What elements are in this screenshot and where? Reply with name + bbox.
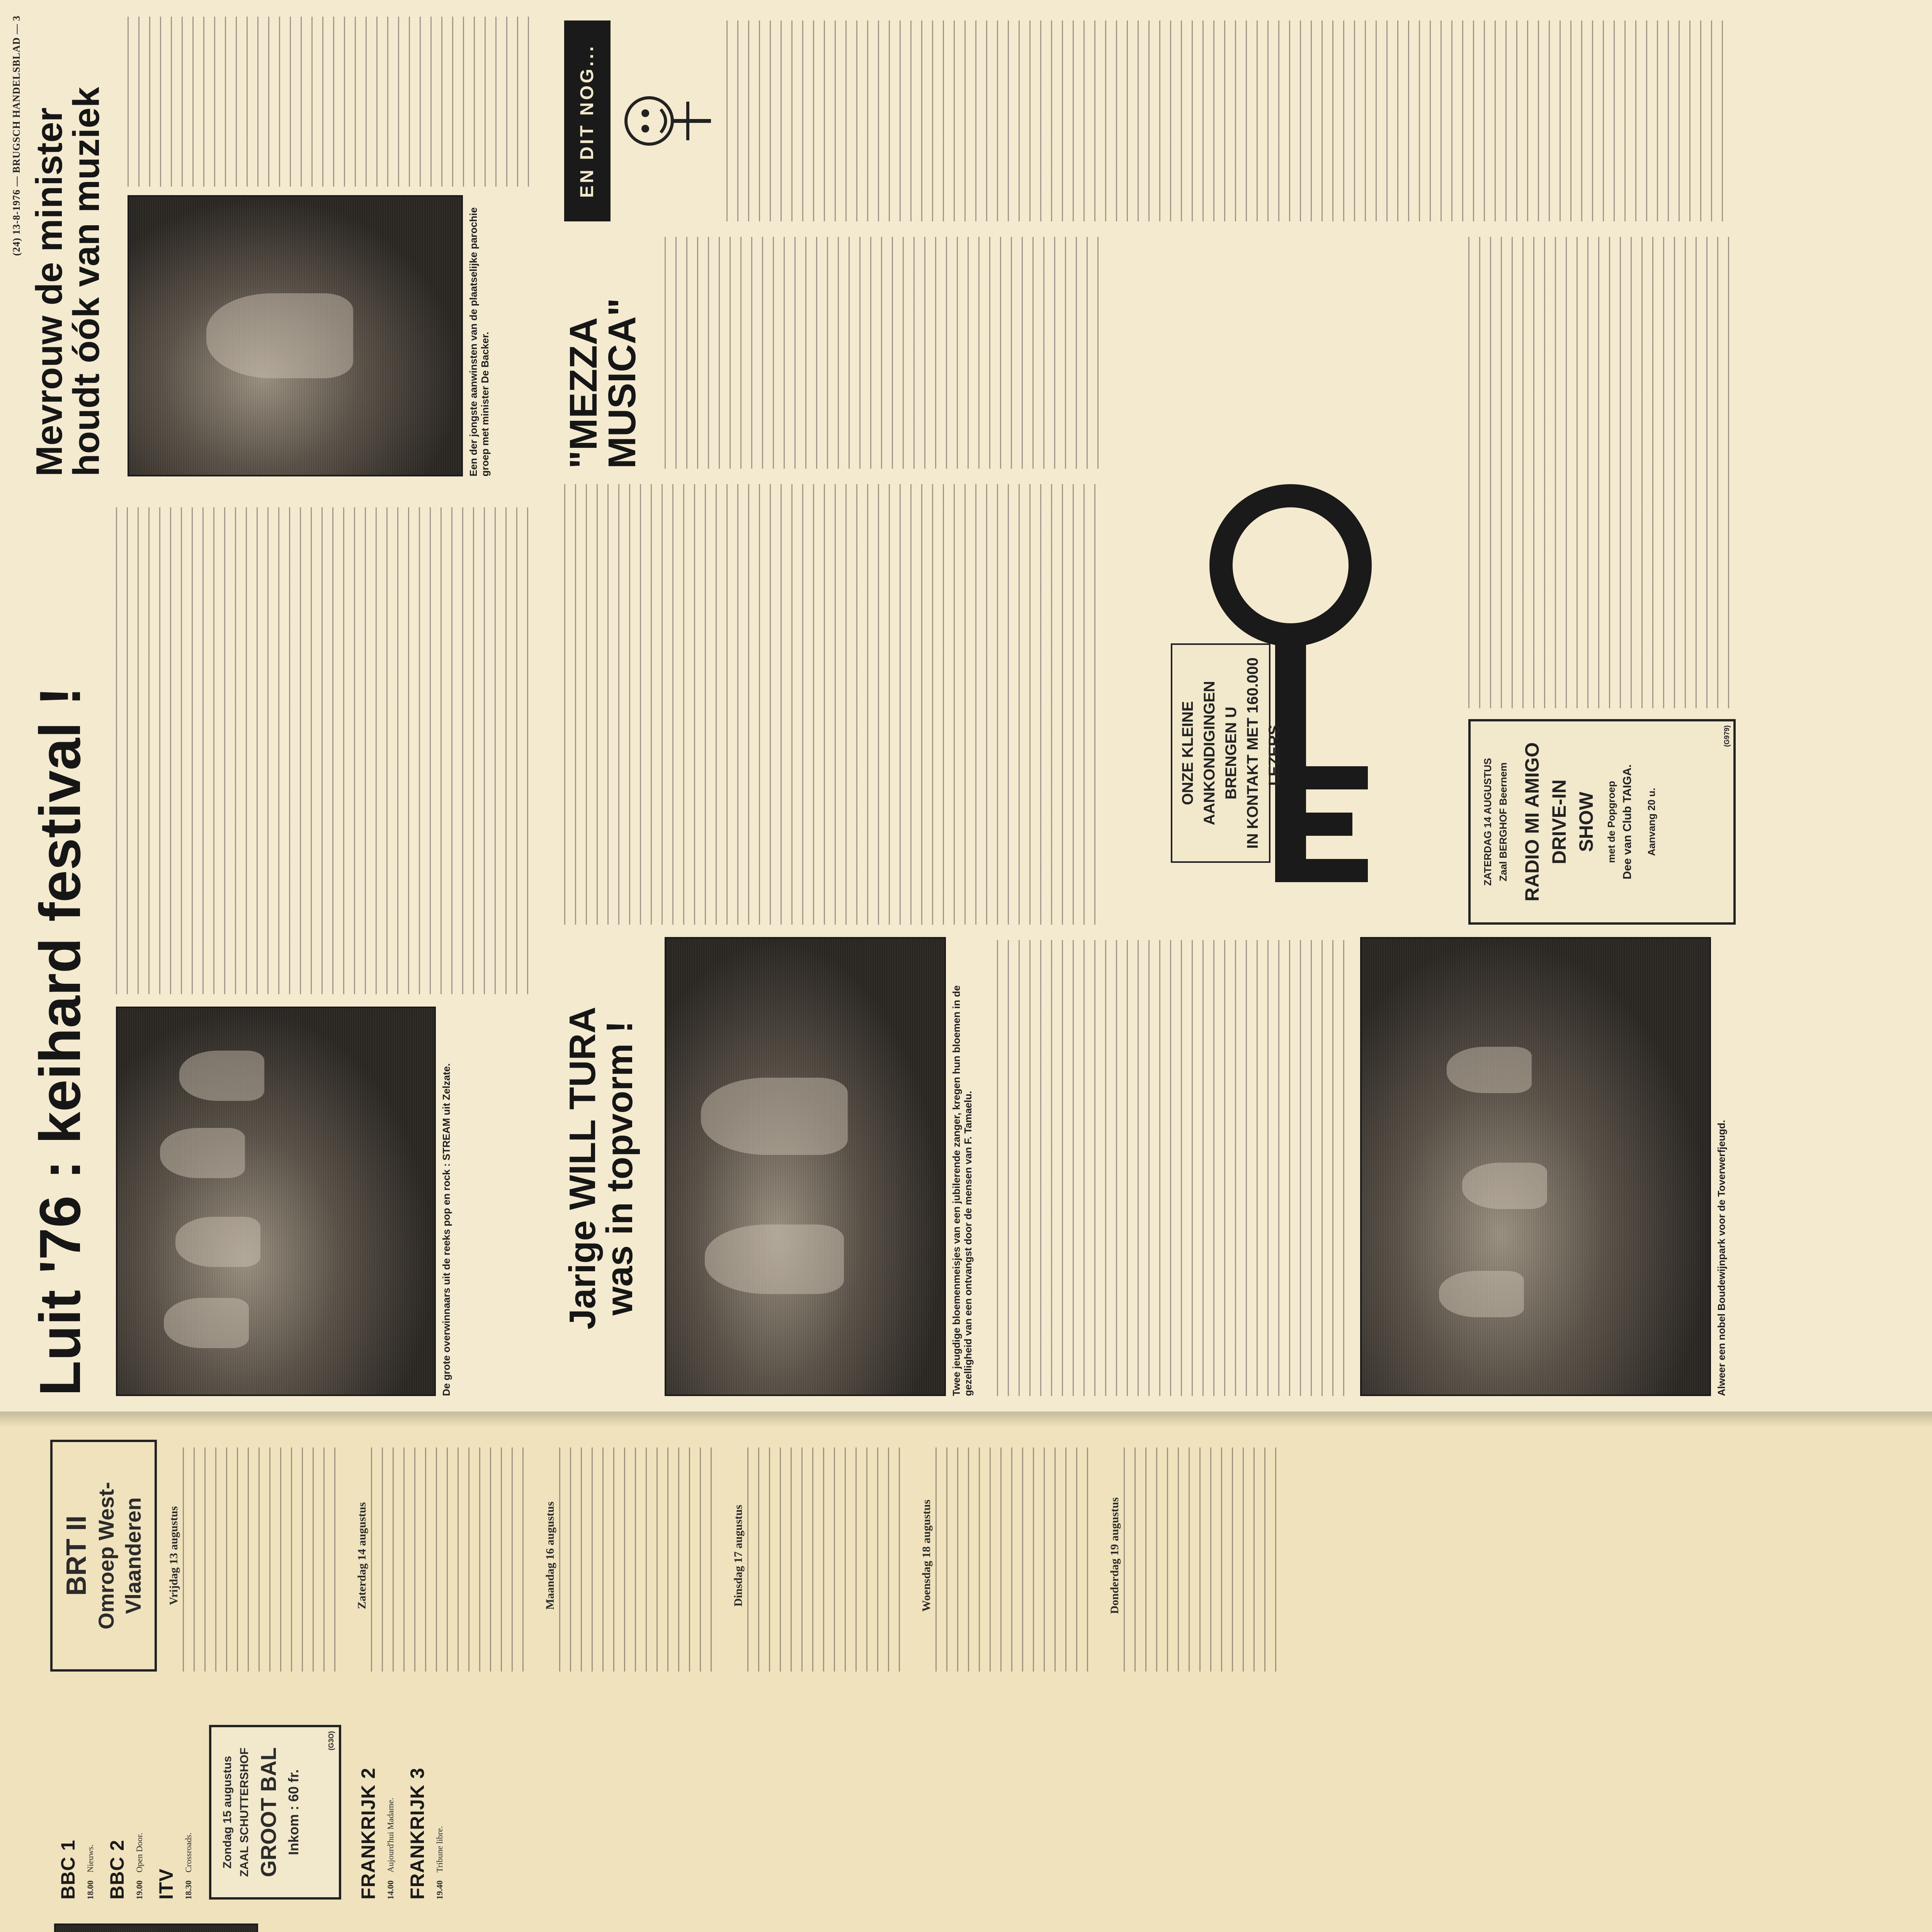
middle-article-body	[564, 484, 1105, 925]
ad-line: Dee van Club TAIGA.	[1621, 764, 1634, 879]
program-time: 14.00	[386, 1880, 395, 1900]
key-ad	[1136, 484, 1445, 925]
festival-headline: Luit '76 : keihard festival !	[27, 686, 92, 1396]
station-heading: FRANKRIJK 2	[357, 1767, 379, 1900]
radio-mascot-icon	[618, 78, 719, 163]
key-ad-text	[1171, 643, 1283, 863]
mezza-article-body	[665, 237, 1105, 469]
lower-article-body	[1468, 237, 1731, 708]
brt-day-label: Dinsdag 17 augustus	[732, 1505, 745, 1607]
ad-line: SHOW	[1575, 792, 1597, 852]
ad-line: ONZE KLEINE	[1179, 701, 1196, 805]
ad-line: Zaal BERGHOF Beernem	[1497, 762, 1509, 881]
program-line	[359, 1911, 370, 1932]
willtura-headline-line: Jarige WILL TURA	[562, 1007, 603, 1330]
brt-day-label: Maandag 16 augustus	[544, 1501, 556, 1610]
station-heading	[380, 1911, 403, 1932]
boudewijnpark-photo-caption: Alweer een nobel Boudewijnpark voor de Toverwerfjeugd.	[1716, 1120, 1727, 1396]
ad-line: GROOT BAL	[256, 1747, 281, 1877]
festival-article-body	[116, 507, 533, 994]
program-title: Tribune libre.	[435, 1826, 444, 1872]
minister-article-body	[128, 17, 537, 187]
right-page-folio: (24) 13-8-1976 — BRUGSCH HANDELSBLAD — 3	[11, 15, 22, 256]
program-title: Crossroads.	[184, 1832, 193, 1872]
ad-line: met de Popgroep	[1605, 781, 1617, 863]
program-time: 18.30	[184, 1880, 193, 1900]
program-line	[85, 1683, 95, 1900]
minister-headline	[31, 20, 105, 476]
minister-headline-line: houdt óók van muziek	[66, 87, 107, 476]
brt-day-label: Zaterdag 14 augustus	[355, 1502, 368, 1609]
willtura-headline	[564, 940, 638, 1396]
program-line	[408, 1911, 419, 1932]
brt-day-text	[1124, 1447, 1286, 1672]
ditnog-banner: EN DIT NOG...	[564, 20, 611, 221]
brt-day-label: Donderdag 19 augustus	[1108, 1497, 1121, 1614]
ad-line: RADIO MI AMIGO	[1521, 742, 1543, 902]
program-line	[457, 1911, 468, 1932]
ad-line: Inkom : 60 fr.	[286, 1769, 301, 1855]
mezza-headline: "MEZZA MUSICA"	[562, 298, 644, 469]
brt-heading-box	[50, 1440, 157, 1672]
willtura-photo	[665, 937, 946, 1396]
program-line	[310, 1911, 321, 1932]
tv-column-4	[46, 1911, 573, 1932]
program-time: 19.40	[435, 1880, 444, 1900]
willtura-article-body	[997, 940, 1345, 1396]
station-heading: BBC 1	[57, 1839, 79, 1900]
ditnog-article-body	[726, 20, 1731, 221]
willtura-photo-caption: Twee jeugdige bloemenmeisjes van een jubilerende zanger, kregen hun bloemen in de gezelligheid van een ontvangst door de mensen van F. Tamaelu.	[951, 985, 974, 1396]
program-time: 18.00	[85, 1880, 95, 1900]
ad-line: Aanvang 20 u.	[1646, 787, 1657, 856]
station-heading	[429, 1911, 452, 1932]
minister-headline-line: Mevrouw de minister	[29, 107, 70, 476]
boudewijnpark-photo	[1360, 937, 1711, 1396]
festival-photo	[116, 1007, 436, 1396]
ad-line: IN KONTAKT MET 160.000	[1244, 657, 1261, 849]
brt-day-text	[371, 1447, 533, 1672]
station-heading: ITV	[155, 1868, 177, 1900]
ad-code: (G979)	[1723, 725, 1731, 747]
brt-day-text	[559, 1447, 721, 1672]
brt-day-list	[168, 1440, 1286, 1672]
program-line	[134, 1683, 145, 1900]
brt-day-text	[183, 1447, 345, 1672]
tv-column-5	[46, 1683, 446, 1900]
brt-day-text	[935, 1447, 1098, 1672]
ad-line: DRIVE-IN	[1548, 779, 1570, 864]
minister-photo	[128, 195, 463, 476]
festival-photo-caption: De grote overwinnaars uit de reeks pop en rock : STREAM uit Zelzate.	[440, 1063, 452, 1396]
station-heading: FRANKRIJK 3	[406, 1767, 428, 1900]
ad-code: (G3O)	[327, 1731, 335, 1751]
brt-subtitle: Omroep West-Vlaanderen	[94, 1482, 145, 1629]
tv-column-6	[46, 1440, 1286, 1672]
ad-line: Zondag 15 augustus	[221, 1756, 234, 1869]
program-line	[183, 1683, 194, 1900]
groot-bal-ad	[209, 1725, 341, 1900]
station-heading	[282, 1911, 305, 1932]
brt-day-text	[747, 1447, 910, 1672]
film-photo-caption	[261, 1911, 272, 1932]
film-still-photo	[54, 1923, 258, 1932]
brt-day-label: Vrijdag 13 augustus	[167, 1506, 180, 1605]
ad-line: LEZERS.	[1266, 720, 1283, 786]
program-title: Aujourd'hui Madame.	[386, 1798, 395, 1872]
brt-title: BRT II	[61, 1515, 92, 1596]
program-line	[434, 1683, 445, 1900]
program-title: Open Door.	[134, 1833, 144, 1872]
program-line	[385, 1683, 396, 1900]
tv-program-page	[0, 1412, 1932, 1932]
brt-day-label: Woensdag 18 augustus	[920, 1499, 933, 1612]
willtura-headline-line: was in topvorm !	[599, 1020, 640, 1316]
program-time: 19.00	[134, 1880, 144, 1900]
ad-line: AANKONDIGINGEN BRENGEN U	[1201, 681, 1240, 825]
ad-line: ZAAL SCHUTTERSHOF	[238, 1747, 251, 1877]
radio-amigo-ad	[1468, 719, 1736, 925]
station-heading: BBC 2	[106, 1839, 128, 1900]
station-heading	[331, 1911, 354, 1932]
program-title: Nieuws.	[85, 1844, 95, 1872]
ad-line: ZATERDAG 14 AUGUSTUS	[1482, 758, 1493, 886]
minister-photo-caption: Een der jongste aanwinsten van de plaatselijke parochie groep met minister De Backer.	[468, 207, 491, 476]
